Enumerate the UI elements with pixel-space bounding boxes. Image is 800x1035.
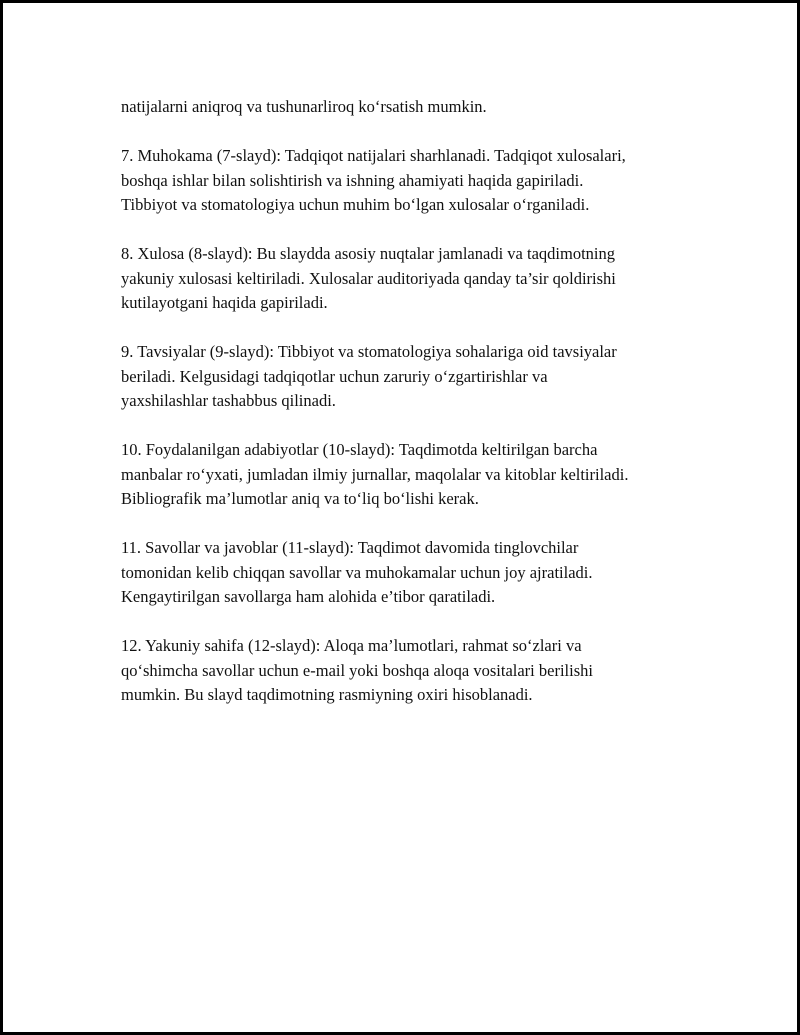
paragraph-yakuniy-sahifa bbox=[121, 634, 721, 708]
text-line: natijalarni aniqroq va tushunarliroq ko‘rsatish mumkin. bbox=[121, 97, 487, 116]
text-line: Tibbiyot va stomatologiya uchun muhim bo‘lgan xulosalar o‘rganiladi. bbox=[121, 195, 590, 214]
text-line: beriladi. Kelgusidagi tadqiqotlar uchun zaruriy o‘zgartirishlar va bbox=[121, 366, 548, 386]
paragraph-xulosa bbox=[121, 242, 721, 316]
text-line: 11. Savollar va javoblar (11-slayd): Taqdimot davomida tinglovchilar bbox=[121, 538, 579, 557]
text-line: manbalar ro‘yxati, jumladan ilmiy jurnallar, maqolalar va kitoblar keltiriladi. bbox=[121, 464, 629, 484]
paragraph-continuation bbox=[121, 95, 721, 120]
paragraph-adabiyotlar bbox=[121, 438, 721, 512]
text-line: boshqa ishlar bilan solishtirish va ishning ahamiyati haqida gapiriladi. bbox=[121, 170, 584, 190]
text-line: qo‘shimcha savollar uchun e-mail yoki boshqa aloqa vositalari berilishi bbox=[121, 660, 593, 680]
text-line: Bibliografik ma’lumotlar aniq va to‘liq bo‘lishi kerak. bbox=[121, 489, 479, 508]
text-line: 10. Foydalanilgan adabiyotlar (10-slayd): Taqdimotda keltirilgan barcha bbox=[121, 440, 598, 459]
text-line: tomonidan kelib chiqqan savollar va muhokamalar uchun joy ajratiladi. bbox=[121, 562, 593, 582]
text-line: kutilayotgani haqida gapiriladi. bbox=[121, 293, 328, 312]
text-line: 8. Xulosa (8-slayd): Bu slaydda asosiy nuqtalar jamlanadi va taqdimotning bbox=[121, 244, 615, 263]
paragraph-muhokama bbox=[121, 144, 721, 218]
text-line: yakuniy xulosasi keltiriladi. Xulosalar auditoriyada qanday ta’sir qoldirishi bbox=[121, 268, 616, 288]
text-line: yaxshilashlar tashabbus qilinadi. bbox=[121, 391, 336, 410]
document-body bbox=[121, 95, 721, 732]
text-line: 12. Yakuniy sahifa (12-slayd): Aloqa ma’lumotlari, rahmat so‘zlari va bbox=[121, 636, 582, 655]
text-line: Kengaytirilgan savollarga ham alohida e’tibor qaratiladi. bbox=[121, 587, 496, 606]
text-line: 7. Muhokama (7-slayd): Tadqiqot natijalari sharhlanadi. Tadqiqot xulosalari, bbox=[121, 146, 626, 165]
text-line: 9. Tavsiyalar (9-slayd): Tibbiyot va stomatologiya sohalariga oid tavsiyalar bbox=[121, 342, 617, 361]
paragraph-tavsiyalar bbox=[121, 340, 721, 414]
text-line: mumkin. Bu slayd taqdimotning rasmiyning oxiri hisoblanadi. bbox=[121, 685, 533, 704]
paragraph-savollar bbox=[121, 536, 721, 610]
